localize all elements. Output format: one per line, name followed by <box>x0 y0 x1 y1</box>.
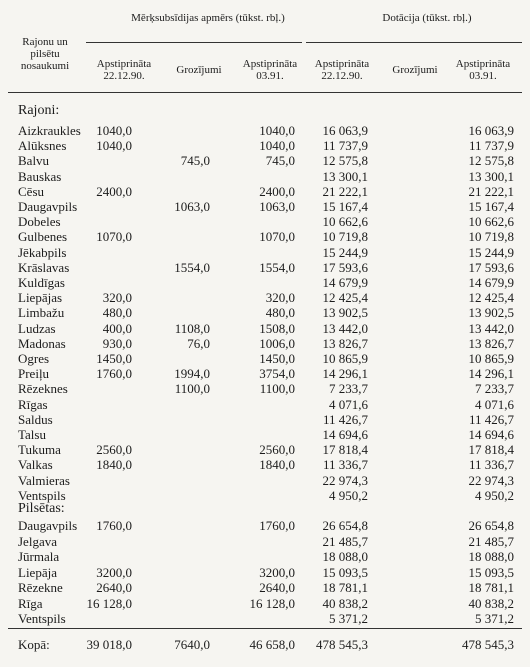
table-row <box>0 260 530 276</box>
row-value: 13 902,5 <box>468 305 514 321</box>
row-value: 1040,0 <box>259 123 295 138</box>
table-row <box>0 290 530 306</box>
table-row <box>0 245 530 261</box>
table-row <box>0 199 530 215</box>
header-sub4: Apstiprināta 22.12.90. <box>314 58 370 82</box>
row-name: Rīga <box>18 595 43 611</box>
total-row <box>0 637 530 653</box>
total-cell: 478 545,3 <box>316 637 368 652</box>
total-label: Kopā: <box>18 637 50 652</box>
table-row <box>0 214 530 230</box>
row-value: 12 575,8 <box>468 153 514 169</box>
row-name: Liepājas <box>18 290 63 306</box>
table-row <box>0 473 530 489</box>
row-value: 11 737,9 <box>322 138 368 154</box>
row-name: Bauskas <box>18 168 62 184</box>
total-cell: 39 018,0 <box>86 637 132 652</box>
row-value: 13 300,1 <box>322 168 368 184</box>
row-value: 10 719,8 <box>322 229 368 245</box>
row-value: 15 167,4 <box>322 199 368 214</box>
row-name: Balvu <box>18 153 50 169</box>
table-row <box>0 611 530 627</box>
row-value: 13 826,7 <box>468 335 514 351</box>
row-value: 745,0 <box>265 153 295 169</box>
row-value: 16 128,0 <box>86 595 132 611</box>
row-value: 1554,0 <box>259 259 295 275</box>
row-value: 1040,0 <box>96 123 132 138</box>
row-name: Talsu <box>18 427 46 442</box>
row-value: 12 425,4 <box>468 290 514 306</box>
header-sub1: Apstiprināta 22.12.90. <box>96 58 152 82</box>
row-value: 18 088,0 <box>468 549 514 564</box>
row-value: 12 575,8 <box>322 153 368 169</box>
group-rule-dotation <box>306 42 522 43</box>
row-value: 12 425,4 <box>322 290 368 306</box>
row-value: 40 838,2 <box>468 595 514 611</box>
row-value: 10 865,9 <box>468 351 514 366</box>
row-value: 13 826,7 <box>322 335 368 351</box>
header-group-dotation: Dotācija (tūkst. rbļ.) <box>382 12 472 24</box>
row-value: 4 071,6 <box>329 396 368 412</box>
row-value: 1070,0 <box>96 229 132 245</box>
row-value: 18 781,1 <box>322 580 368 595</box>
table-row <box>0 123 530 139</box>
header-sub2: Grozījumi <box>176 64 222 76</box>
row-value: 1554,0 <box>174 259 210 275</box>
row-value: 14 679,9 <box>468 275 514 290</box>
row-value: 1760,0 <box>259 518 295 533</box>
row-value: 16 063,9 <box>322 123 368 138</box>
row-value: 1040,0 <box>259 138 295 154</box>
table-row <box>0 457 530 473</box>
table-row <box>0 412 530 428</box>
row-name: Krāslavas <box>18 259 70 275</box>
header-group-subsidy: Mērķsubsīdijas apmērs (tūkst. rbļ.) <box>131 12 285 24</box>
row-value: 21 222,1 <box>322 183 368 199</box>
table-row <box>0 138 530 154</box>
row-value: 13 902,5 <box>322 305 368 321</box>
section-label-pilsetas: Pilsētas: <box>18 501 65 516</box>
row-value: 16 063,9 <box>468 123 514 138</box>
header-sub3: Apstiprināta 03.91. <box>242 58 298 82</box>
table-row <box>0 442 530 458</box>
row-value: 22 974,3 <box>322 472 368 488</box>
table-row <box>0 184 530 200</box>
row-name: Rīgas <box>18 396 48 412</box>
row-name: Tukuma <box>18 442 61 458</box>
row-value: 4 071,6 <box>475 396 514 412</box>
table-row <box>0 565 530 581</box>
row-value: 21 222,1 <box>468 183 514 199</box>
row-name: Valmieras <box>18 472 70 488</box>
row-value: 1760,0 <box>96 366 132 382</box>
row-value: 14 296,1 <box>468 366 514 382</box>
row-value: 18 781,1 <box>468 580 514 595</box>
table-row <box>0 366 530 382</box>
row-value: 1508,0 <box>259 320 295 336</box>
row-name: Liepāja <box>18 564 57 580</box>
header-bottom-rule <box>8 92 522 93</box>
row-value: 3754,0 <box>259 366 295 382</box>
row-name: Ogres <box>18 351 50 366</box>
table-row <box>0 153 530 169</box>
row-value: 26 654,8 <box>322 518 368 533</box>
row-value: 14 296,1 <box>322 366 368 382</box>
header-name-column: Rajonu un pilsētu nosaukumi <box>20 36 70 72</box>
total-top-rule <box>8 628 522 629</box>
row-value: 745,0 <box>180 153 210 169</box>
table-row <box>0 427 530 443</box>
row-value: 320,0 <box>265 290 295 306</box>
row-value: 1006,0 <box>259 335 295 351</box>
table-row <box>0 596 530 612</box>
row-value: 26 654,8 <box>468 518 514 533</box>
row-name: Daugavpils <box>18 518 78 533</box>
total-cell: 478 545,3 <box>462 637 514 652</box>
row-name: Gulbenes <box>18 229 68 245</box>
table-row <box>0 549 530 565</box>
row-value: 7 233,7 <box>329 381 368 397</box>
row-value: 15 244,9 <box>468 244 514 260</box>
row-value: 10 662,6 <box>322 214 368 230</box>
row-value: 1063,0 <box>259 199 295 214</box>
table-row <box>0 351 530 367</box>
row-value: 2400,0 <box>96 183 132 199</box>
row-value: 17 593,6 <box>468 259 514 275</box>
header-sub6: Apstiprināta 03.91. <box>455 58 511 82</box>
row-name: Dobeles <box>18 214 61 230</box>
row-name: Preiļu <box>18 366 50 382</box>
row-value: 2560,0 <box>259 442 295 458</box>
row-name: Ventspils <box>18 611 66 626</box>
row-value: 16 128,0 <box>249 595 295 611</box>
row-value: 4 950,2 <box>329 487 368 503</box>
row-value: 1450,0 <box>96 351 132 366</box>
row-value: 1108,0 <box>174 320 210 336</box>
row-value: 11 336,7 <box>468 457 514 473</box>
row-value: 11 426,7 <box>468 411 514 427</box>
table-row <box>0 488 530 504</box>
row-value: 1063,0 <box>174 199 210 214</box>
row-value: 15 093,5 <box>468 564 514 580</box>
row-value: 320,0 <box>102 290 132 306</box>
section-label-rajoni: Rajoni: <box>18 103 60 118</box>
group-rule-subsidy <box>86 42 302 43</box>
table-row <box>0 336 530 352</box>
row-value: 13 442,0 <box>468 320 514 336</box>
row-value: 76,0 <box>187 335 210 351</box>
row-value: 10 662,6 <box>468 214 514 230</box>
row-value: 1760,0 <box>96 518 132 533</box>
row-value: 1040,0 <box>96 138 132 154</box>
table-row <box>0 305 530 321</box>
row-name: Cēsu <box>18 183 44 199</box>
row-value: 7 233,7 <box>475 381 514 397</box>
row-name: Jūrmala <box>18 549 60 564</box>
row-value: 14 694,6 <box>468 427 514 442</box>
row-value: 4 950,2 <box>475 487 514 503</box>
row-value: 13 300,1 <box>468 168 514 184</box>
row-value: 1840,0 <box>96 457 132 473</box>
row-value: 480,0 <box>102 305 132 321</box>
row-value: 1100,0 <box>259 381 295 397</box>
row-name: Daugavpils <box>18 199 78 214</box>
row-value: 14 679,9 <box>322 275 368 290</box>
header-sub5: Grozījumi <box>392 64 438 76</box>
table-row <box>0 518 530 534</box>
row-value: 10 719,8 <box>468 229 514 245</box>
row-value: 1070,0 <box>259 229 295 245</box>
row-value: 3200,0 <box>96 564 132 580</box>
table-row <box>0 275 530 291</box>
row-value: 11 336,7 <box>322 457 368 473</box>
row-name: Ludzas <box>18 320 56 336</box>
row-value: 21 485,7 <box>322 533 368 549</box>
table-row <box>0 580 530 596</box>
row-value: 21 485,7 <box>468 533 514 549</box>
row-name: Rēzeknes <box>18 381 68 397</box>
table-row <box>0 381 530 397</box>
row-value: 3200,0 <box>259 564 295 580</box>
row-value: 1840,0 <box>259 457 295 473</box>
row-value: 17 818,4 <box>322 442 368 458</box>
total-cell: 46 658,0 <box>249 637 295 652</box>
row-name: Valkas <box>18 457 53 473</box>
row-value: 2560,0 <box>96 442 132 458</box>
row-name: Kuldīgas <box>18 275 65 290</box>
table-row <box>0 534 530 550</box>
row-name: Alūksnes <box>18 138 67 154</box>
row-name: Madonas <box>18 335 66 351</box>
row-value: 400,0 <box>102 320 132 336</box>
row-value: 18 088,0 <box>322 549 368 564</box>
table-row <box>0 321 530 337</box>
row-value: 15 167,4 <box>468 199 514 214</box>
row-value: 14 694,6 <box>322 427 368 442</box>
row-value: 5 371,2 <box>475 611 514 626</box>
table-row <box>0 229 530 245</box>
table-row <box>0 169 530 185</box>
table-row <box>0 397 530 413</box>
row-value: 2400,0 <box>259 183 295 199</box>
row-value: 1994,0 <box>174 366 210 382</box>
row-name: Jelgava <box>18 533 57 549</box>
row-value: 17 818,4 <box>468 442 514 458</box>
row-value: 930,0 <box>102 335 132 351</box>
row-value: 11 426,7 <box>322 411 368 427</box>
row-value: 15 244,9 <box>322 244 368 260</box>
row-value: 11 737,9 <box>468 138 514 154</box>
row-name: Limbažu <box>18 305 65 321</box>
row-value: 13 442,0 <box>322 320 368 336</box>
row-name: Saldus <box>18 411 53 427</box>
row-value: 5 371,2 <box>329 611 368 626</box>
row-name: Rēzekne <box>18 580 63 595</box>
row-value: 2640,0 <box>259 580 295 595</box>
row-name: Ventspils <box>18 487 66 503</box>
row-value: 10 865,9 <box>322 351 368 366</box>
row-value: 17 593,6 <box>322 259 368 275</box>
row-value: 22 974,3 <box>468 472 514 488</box>
row-value: 40 838,2 <box>322 595 368 611</box>
row-name: Aizkraukles <box>18 123 81 138</box>
row-name: Jēkabpils <box>18 244 67 260</box>
row-value: 2640,0 <box>96 580 132 595</box>
row-value: 1100,0 <box>174 381 210 397</box>
row-value: 480,0 <box>265 305 295 321</box>
row-value: 15 093,5 <box>322 564 368 580</box>
total-cell: 7640,0 <box>174 637 210 652</box>
row-value: 1450,0 <box>259 351 295 366</box>
